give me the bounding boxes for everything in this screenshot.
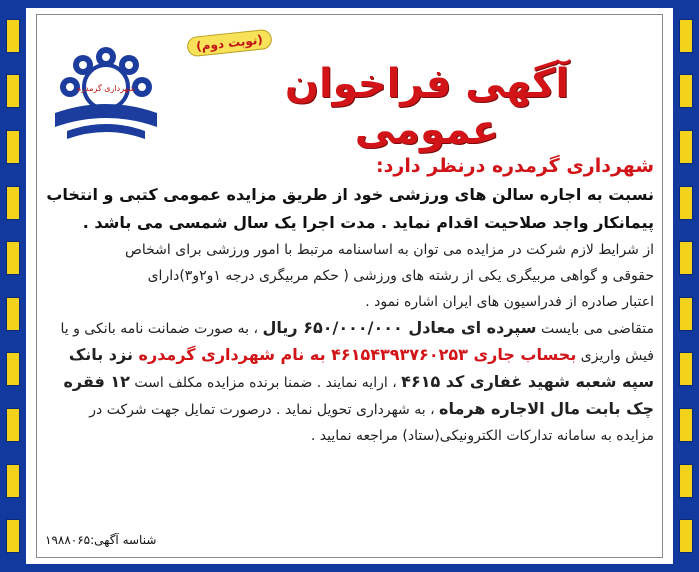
conditions-line: حقوقی و گواهی مربیگری یکی از رشته های ورزشی ( حکم مربیگری درجه ۱و۲و۳)دارای bbox=[147, 268, 654, 284]
receipt-bank: نزد بانک bbox=[68, 345, 139, 364]
round-badge: (نوبت دوم) bbox=[186, 29, 272, 58]
intro-line: پیمانکار واجد صلاحیت اقدام نماید . مدت اجرا یک سال شمسی می باشد . bbox=[82, 213, 654, 232]
cheque-line bbox=[45, 396, 654, 423]
receipt-pre: فیش واریزی bbox=[576, 348, 654, 364]
page-title: آگهی فراخوان عمومی bbox=[284, 61, 570, 153]
cheques-count: ۱۲ فقره bbox=[63, 372, 130, 391]
conditions-paragraph bbox=[45, 237, 654, 315]
notice-header bbox=[37, 15, 662, 155]
branch-line bbox=[45, 369, 654, 396]
ad-id-label: شناسه آگهی:۱۹۸۸۰۶۵ bbox=[45, 533, 157, 547]
frame-border-bottom bbox=[0, 564, 699, 572]
deposit-paragraph bbox=[45, 315, 654, 449]
deposit-line bbox=[45, 315, 654, 342]
deposit-pre: متقاضی می بایست bbox=[536, 321, 654, 337]
notice-content bbox=[45, 155, 654, 449]
logo-text: شهرداری گرمدره bbox=[76, 84, 136, 93]
intro-paragraph bbox=[45, 181, 654, 237]
frame-border-right bbox=[673, 0, 699, 572]
conditions-line: اعتبار صادره از فدراسیون های ایران اشاره نمود . bbox=[365, 294, 654, 310]
cheque-purpose: چک بابت مال الاجاره هرماه bbox=[439, 399, 654, 418]
branch-post: ، ارایه نمایند . ضمنا برنده مزایده مکلف است bbox=[129, 375, 402, 391]
deposit-amount: سپرده ای معادل ۶۵۰/۰۰۰/۰۰۰ ریال bbox=[262, 318, 537, 337]
last-line: مزایده به سامانه تدارکات الکترونیکی(ستاد) مراجعه نمایید . bbox=[310, 428, 654, 444]
notice-body bbox=[36, 14, 663, 558]
municipality-logo-icon bbox=[47, 35, 165, 143]
receipt-account: بحساب جاری ۴۶۱۵۴۳۹۳۷۶۰۲۵۳ به نام شهرداری گرمدره bbox=[138, 345, 577, 364]
frame-border-left bbox=[0, 0, 26, 572]
receipt-line bbox=[45, 342, 654, 369]
notice-subhead: شهرداری گرمدره درنظر دارد: bbox=[376, 155, 654, 177]
deposit-post: ، به صورت ضمانت نامه بانکی و یا bbox=[60, 321, 263, 337]
cheque-post: ، به شهرداری تحویل نماید . درصورت تمایل جهت شرکت در bbox=[89, 402, 440, 418]
frame-border-top bbox=[0, 0, 699, 8]
branch-name: سپه شعبه شهید غفاری کد ۴۶۱۵ bbox=[401, 372, 654, 391]
intro-line: نسبت به اجاره سالن های ورزشی خود از طریق مزایده عمومی کتبی و انتخاب bbox=[46, 185, 654, 204]
conditions-line: از شرایط لازم شرکت در مزایده می توان به اساسنامه مرتبط با امور ورزشی برای اشخاص bbox=[124, 242, 654, 258]
